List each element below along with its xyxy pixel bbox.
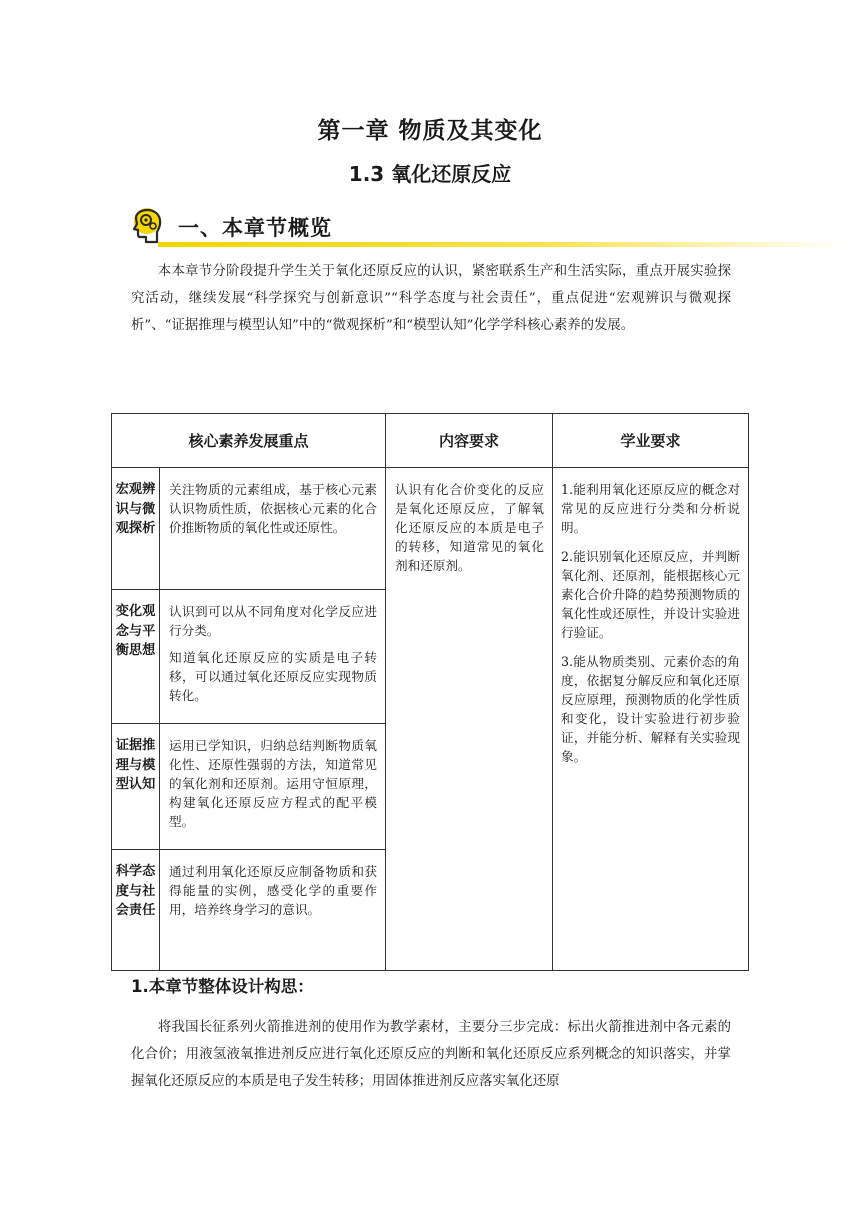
academic-requirement-item: 3.能从物质类别、元素价态的角度，依据复分解反应和氧化还原反应原理，预测物质的化学性质和变化，设计实验进行初步验证，并能分析、解释有关实验现象。 [561,654,741,764]
section-banner [128,200,848,252]
academic-requirement-item: 1.能利用氧化还原反应的概念对常见的反应进行分类和分析说明。 [561,482,741,535]
row-label: 宏观辨识与微观探析 [112,468,160,590]
row-description: 认识到可以从不同角度对化学反应进行分类。 知道氧化还原反应的实质是电子转移，可以通过氧化还原反应实现物质转化。 [160,590,386,724]
header-academic-requirement: 学业要求 [553,414,749,468]
section-title: 1.3 氧化还原反应 [348,162,512,186]
design-paragraph: 将我国长征系列火箭推进剂的使用作为教学素材，主要分三步完成：标出火箭推进剂中各元素的化合价；用液氢液氧推进剂反应进行氧化还原反应的判断和氧化还原反应系列概念的知识落实，并掌握氧化还原反应的本质是电子发生转移；用固体推进剂反应落实氧化还原 [131,1020,731,1089]
head-with-gears-icon [128,204,168,248]
banner-underline [158,242,848,247]
overview-heading: 一、本章节概览 [178,216,332,240]
header-content-requirement: 内容要求 [386,414,553,468]
row-label: 科学态度与社会责任 [112,850,160,971]
table-header-row [112,414,749,468]
content-requirement-cell: 认识有化合价变化的反应是氧化还原反应，了解氧化还原反应的本质是电子的转移，知道常见的氧化剂和还原剂。 [386,468,553,971]
competency-table [111,413,749,971]
row-description: 运用已学知识，归纳总结判断物质氧化性、还原性强弱的方法，知道常见的氧化剂和还原剂。运用守恒原理，构建氧化还原反应方程式的配平模型。 [160,724,386,850]
row-description: 通过利用氧化还原反应制备物质和获得能量的实例，感受化学的重要作用，培养终身学习的意识。 [160,850,386,971]
academic-requirement-item: 2.能识别氧化还原反应，并判断氧化剂、还原剂，能根据核心元素化合价升降的趋势预测物质的氧化性或还原性，并设计实验进行验证。 [561,549,741,640]
row-label: 变化观念与平衡思想 [112,590,160,724]
chapter-title: 第一章 物质及其变化 [317,118,543,144]
academic-requirement-cell [553,468,749,971]
design-heading: 1.本章节整体设计构思： [131,977,314,996]
row-label: 证据推理与模型认知 [112,724,160,850]
header-core-competency: 核心素养发展重点 [112,414,386,468]
overview-paragraph: 本本章节分阶段提升学生关于氧化还原反应的认识，紧密联系生产和生活实际，重点开展实验探究活动，继续发展“科学探究与创新意识”“科学态度与社会责任”，重点促进“宏观辨识与微观探析”、“证据推理与模型认知”中的“微观探析”和“模型认知”化学学科核心素养的发展。 [131,264,731,333]
row-description: 关注物质的元素组成，基于核心元素认识物质性质，依据核心元素的化合价推断物质的氧化性或还原性。 [160,468,386,590]
table-row [112,468,749,590]
